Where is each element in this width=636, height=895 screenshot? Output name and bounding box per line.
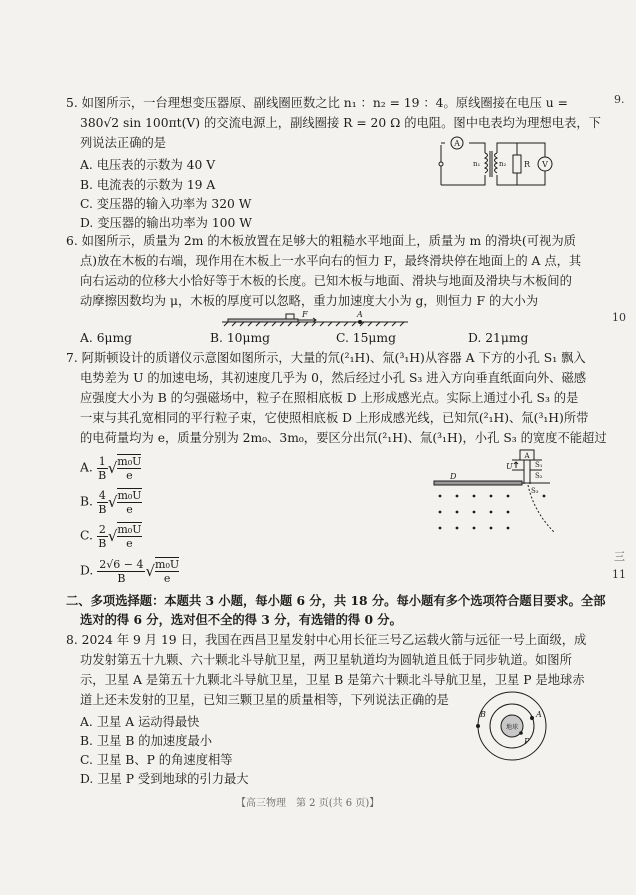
satellite-b-label: B — [480, 710, 486, 719]
q8-option-b: B. 卫星 B 的加速度最小 — [80, 734, 213, 748]
edge-mark-2: 10 — [612, 311, 626, 324]
q5-line-2: 380√2 sin 100πt(V) 的交流电源上，副线圈接 R = 20 Ω 的电阻。图中电表均为理想电表，下 — [80, 116, 601, 130]
satellite-b — [476, 724, 480, 728]
q5-line-1: 5. 如图所示，一台理想变压器原、副线圈匝数之比 n₁ ：n₂ = 19 ：4。原线圈接在电压 u = — [66, 96, 568, 110]
q7-line-1: 7. 阿斯顿设计的质谱仪示意图如图所示，大量的氘(²₁H)、氚(³₁H)从容器 A 下方的小孔 S₁ 飘入 — [66, 351, 586, 365]
mass-spectrometer-figure — [432, 446, 554, 542]
q7-option-a: A. $\frac{1}{B}$ √ $\frac{\text{m₀U}}{e}$ — [80, 454, 142, 482]
coef-numerator: 2 — [98, 522, 106, 536]
satellite-p-label: P — [524, 737, 530, 746]
q5-option-b: B. 电流表的示数为 19 A — [80, 178, 216, 192]
q8-line-4: 道上还未发射的卫星，已知三颗卫星的质量相等，下列说法正确的是 — [80, 693, 449, 707]
q6-option-a: A. 6μmg — [80, 331, 133, 345]
n1-label: n₁ — [473, 160, 481, 168]
q6-line-3: 向右运动的位移大小恰好等于木板的长度。已知木板与地面、滑块与地面及滑块与木板间的 — [80, 274, 572, 288]
edge-mark-4: 11 — [612, 568, 626, 581]
satellite-a-label: A — [536, 710, 542, 719]
q8-line-1: 8. 2024 年 9 月 19 日，我国在西昌卫星发射中心用长征三号乙运载火箭与远征一号上面级，成 — [66, 633, 587, 647]
point-a-label: A — [357, 310, 363, 319]
coef-numerator: 1 — [98, 454, 106, 468]
option-label: A. — [80, 460, 93, 475]
coef-denominator: B — [98, 468, 107, 482]
q6-option-c: C. 15μmg — [336, 331, 396, 345]
satellite-p — [519, 731, 523, 735]
radicand-denominator: e — [126, 537, 133, 550]
slider-block — [286, 314, 294, 319]
q5-line-3: 列说法正确的是 — [80, 136, 167, 150]
coef-numerator: 4 — [98, 488, 106, 502]
page-footer: 【高三物理 第 2 页(共 6 页)】 — [236, 798, 380, 809]
radicand-denominator: e — [163, 572, 171, 585]
q6-line-4: 动摩擦因数均为 μ，木板的厚度可以忽略，重力加速度大小为 g，则恒力 F 的大小为 — [80, 294, 539, 308]
n2-label: n₂ — [499, 160, 507, 168]
earth-label: 地球 — [505, 724, 519, 731]
section-2-line-1: 二、多项选择题：本题共 3 小题，每小题 6 分，共 18 分。每小题有多个选项符合题目要求。全部 — [66, 593, 606, 608]
q5-option-a: A. 电压表的示数为 40 V — [80, 158, 216, 172]
radicand-numerator: m₀U — [155, 558, 180, 571]
plate-d-label: D — [450, 472, 457, 481]
q7-line-3: 应强度大小为 B 的匀强磁场中，粒子在照相底板 D 上形成感光点。实际上通过小孔 S₃ 的是 — [80, 391, 579, 405]
radicand-numerator: m₀U — [117, 455, 142, 468]
q6-line-2: 点)放在木板的右端，现作用在木板上一水平向右的恒力 F，最终滑块停在地面上的 A 点，其 — [80, 254, 582, 268]
container-a-label: A — [524, 452, 530, 460]
slit-s2-label: S₂ — [535, 472, 543, 480]
option-label: D. — [80, 563, 94, 578]
coef-denominator: B — [98, 502, 107, 516]
slit-s3-label: S₃ — [531, 487, 539, 495]
resistor-label: R — [524, 160, 531, 169]
ammeter-label: A — [454, 139, 460, 148]
slit-s1-label: S₁ — [535, 461, 543, 469]
coef-denominator: B — [117, 571, 126, 585]
voltage-u-label: U — [506, 462, 513, 471]
q7-line-2: 电势差为 U 的加速电场，其初速度几乎为 0，然后经过小孔 S₃ 进入方向垂直纸面向外、磁感 — [80, 371, 587, 385]
q5-option-c: C. 变压器的输入功率为 320 W — [80, 197, 252, 211]
radicand-denominator: e — [126, 469, 133, 482]
satellite-a — [530, 716, 534, 720]
coef-numerator: 2√6 − 4 — [99, 557, 144, 571]
q8-line-3: 示，卫星 A 是第五十九颗北斗导航卫星，卫星 B 是第六十颗北斗导航卫星，卫星 P 是地球赤 — [80, 673, 585, 687]
voltmeter-label: V — [542, 160, 548, 169]
coef-denominator: B — [98, 536, 107, 550]
q8-option-c: C. 卫星 B、P 的角速度相等 — [80, 753, 233, 767]
photo-plate-d — [434, 481, 522, 485]
q7-option-d: D. $\frac{2√6 - 4}{B}$ √ $\frac{\text{m₀U}}{e}$ — [80, 557, 180, 585]
force-label: F — [302, 310, 308, 319]
q7-line-4: 一束与其孔宽相同的平行粒子束，它使照相底板 D 上形成感光线，已知氘(²₁H)、氚(³₁H)所带 — [80, 411, 589, 425]
edge-mark-1: 9. — [614, 93, 625, 106]
q8-option-a: A. 卫星 A 运动得最快 — [80, 715, 200, 729]
q5-option-d: D. 变压器的输出功率为 100 W — [80, 216, 252, 230]
radicand-denominator: e — [126, 503, 133, 516]
radicand-numerator: m₀U — [117, 489, 142, 502]
section-2-line-2: 选对的得 6 分，选对但不全的得 3 分，有选错的得 0 分。 — [80, 612, 402, 627]
q7-option-c: C. $\frac{2}{B}$ √ $\frac{\text{m₀U}}{e}$ — [80, 522, 142, 550]
q8-line-2: 功发射第五十九颗、六十颗北斗导航卫星，两卫星轨道均为圆轨道且低于同步轨道。如图所 — [80, 653, 572, 667]
satellite-orbit-figure — [470, 690, 554, 762]
transformer-circuit-figure — [433, 133, 555, 195]
q6-option-d: D. 21μmg — [468, 331, 529, 345]
q7-line-5: 的电荷量均为 e，质量分别为 2m₀、3m₀，要区分出氘(²₁H)、氚(³₁H)，小孔 S₃ 的宽度不能超过 — [80, 431, 607, 445]
board-slider-figure — [220, 308, 410, 328]
resistor-icon — [513, 155, 521, 173]
q7-option-b: B. $\frac{4}{B}$ √ $\frac{\text{m₀U}}{e}$ — [80, 488, 142, 516]
option-label: C. — [80, 528, 93, 543]
edge-mark-3: 三 — [614, 550, 625, 563]
radicand-numerator: m₀U — [117, 523, 142, 536]
q6-line-1: 6. 如图所示，质量为 2m 的木板放置在足够大的粗糙水平地面上，质量为 m 的滑块(可视为质 — [66, 234, 576, 248]
q8-option-d: D. 卫星 P 受到地球的引力最大 — [80, 772, 249, 786]
q6-option-b: B. 10μmg — [210, 331, 271, 345]
option-label: B. — [80, 494, 93, 509]
